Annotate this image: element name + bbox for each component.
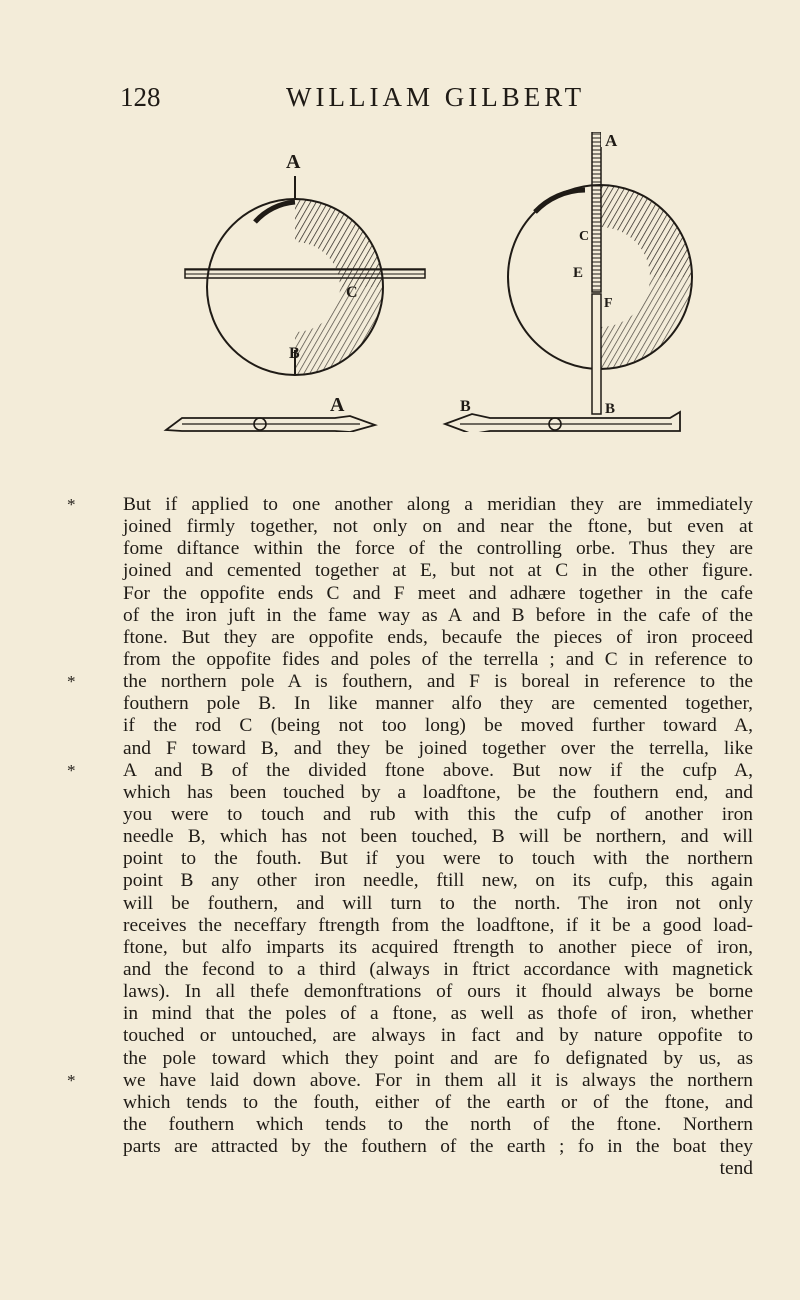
text-line — [67, 1069, 753, 1092]
text-line — [123, 605, 753, 627]
text-line — [123, 538, 753, 560]
left-label-b: B — [289, 345, 300, 362]
text-line — [123, 627, 753, 649]
page-number: 128 — [120, 82, 161, 112]
text-line — [123, 893, 753, 915]
line-text: will be fouthern, and will turn to the north. The iron not only — [123, 892, 753, 914]
text-line — [123, 560, 753, 582]
line-text: needle B, which has not been touched, B will be northern, and will — [123, 826, 753, 848]
body-text — [67, 494, 753, 1180]
line-text: laws). In all thefe demonftrations of ours it fhould always be borne — [123, 981, 753, 1003]
text-line — [123, 804, 753, 826]
line-text: fome diftance within the force of the controlling orbe. Thus they are — [123, 538, 753, 560]
right-label-b: B — [605, 401, 616, 417]
line-text: the northern pole A is fouthern, and F is boreal in reference to the — [123, 671, 753, 693]
line-text: joined and cemented together at E, but not at C in the other figure. — [123, 560, 753, 582]
line-text: from the oppofite fides and poles of the terrella ; and C in reference to — [123, 648, 753, 670]
right-terrella — [508, 132, 692, 414]
text-line — [123, 1136, 753, 1158]
line-text: if the rod C (being not too long) be moved further toward A, — [123, 715, 753, 737]
right-rod-lower — [592, 294, 601, 414]
line-text: ftone. But they are oppofite ends, becaufe the pieces of iron proceed — [123, 626, 753, 648]
catchword-line — [123, 1158, 753, 1180]
right-label-f: F — [604, 296, 613, 311]
text-line — [123, 1048, 753, 1070]
running-title: WILLIAM GILBERT — [286, 82, 586, 112]
line-text: which has been touched by a loadftone, be the fouthern end, and — [123, 781, 753, 803]
line-text: and the fecond to a third (always in ftrict accordance with magnetick — [123, 958, 753, 980]
right-label-a: A — [605, 132, 618, 150]
line-text: A and B of the divided ftone above. But now if the cufp A, — [123, 759, 753, 781]
line-text: joined firmly together, not only on and near the ftone, but even at — [123, 516, 753, 538]
marginal-asterisk: * — [67, 495, 76, 514]
left-label-a: A — [286, 151, 301, 173]
text-line — [123, 826, 753, 848]
text-line — [123, 693, 753, 715]
left-needle — [166, 416, 375, 432]
line-text: the pole toward which they point and are fo defignated by us, as — [123, 1047, 753, 1069]
line-text: which tends to the fouth, either of the earth or of the ftone, and — [123, 1091, 753, 1113]
line-text: parts are attracted by the fouthern of the earth ; fo in the boat they — [123, 1136, 753, 1158]
line-text: in mind that the poles of a ftone, as well as thofe of iron, whether — [123, 1003, 753, 1025]
text-line — [123, 649, 753, 671]
text-line — [67, 759, 753, 782]
catchword: tend — [719, 1158, 753, 1180]
text-line — [123, 516, 753, 538]
text-line — [123, 915, 753, 937]
text-line — [123, 870, 753, 892]
magnet-diagram — [160, 132, 700, 432]
page-header — [0, 82, 800, 122]
line-text: ftone, but alfo imparts its acquired ftrength to another piece of iron, — [123, 936, 753, 958]
line-text: of the iron juft in the fame way as A and B before in the cafe of the — [123, 604, 753, 626]
line-text: receives the neceffary ftrength from the loadftone, if it be a good load- — [123, 914, 753, 936]
line-text: we have laid down above. For in them all it is always the northern — [123, 1069, 753, 1091]
text-line — [123, 1092, 753, 1114]
text-line — [123, 1114, 753, 1136]
line-text: point to the fouth. But if you were to touch with the northern — [123, 848, 753, 870]
line-text: fouthern pole B. In like manner alfo they are cemented together, — [123, 693, 753, 715]
line-text: and F toward B, and they be joined together over the terrella, like — [123, 737, 753, 759]
line-text: But if applied to one another along a meridian they are immediately — [123, 494, 753, 515]
line-text: For the oppofite ends C and F meet and adhære together in the cafe — [123, 582, 753, 604]
line-text: touched or untouched, are always in fact and by nature oppofite to — [123, 1025, 753, 1047]
text-line — [67, 494, 753, 516]
text-line — [123, 583, 753, 605]
text-line — [123, 1003, 753, 1025]
line-text: point B any other iron needle, ftill new, on its cufp, this again — [123, 870, 753, 892]
marginal-asterisk: * — [67, 1070, 76, 1090]
marginal-asterisk: * — [67, 760, 76, 780]
marginal-asterisk: * — [67, 672, 76, 692]
left-label-c: C — [346, 284, 358, 301]
left-terrella — [185, 176, 425, 375]
text-line — [123, 848, 753, 870]
text-line — [123, 959, 753, 981]
text-line — [123, 715, 753, 737]
text-line — [67, 671, 753, 693]
text-line — [123, 937, 753, 959]
text-line — [123, 782, 753, 804]
magnet-figure — [160, 132, 700, 432]
line-text: the fouthern which tends to the north of the ftone. Northern — [123, 1113, 753, 1135]
text-line — [123, 738, 753, 760]
text-line — [123, 981, 753, 1003]
right-label-e: E — [573, 265, 584, 281]
right-rod-upper — [592, 132, 601, 292]
right-label-c: C — [579, 229, 590, 244]
line-text: you were to touch and rub with this the cufp of another iron — [123, 803, 753, 825]
text-line — [123, 1025, 753, 1047]
needle-label-a: A — [330, 394, 345, 416]
needle-label-b: B — [460, 398, 471, 415]
right-needle — [445, 412, 680, 432]
left-rod — [185, 269, 425, 278]
